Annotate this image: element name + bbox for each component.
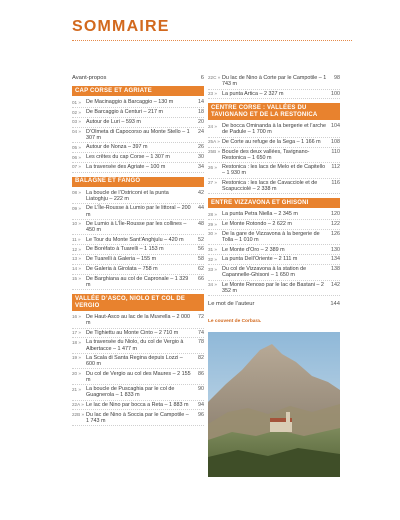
route-number: 29 » [208,221,217,227]
page-number: 138 [331,266,340,273]
toc-entry[interactable] [72,163,204,173]
entry-label: Le Monte Renoso par le lac de Bastani – 2 352 m [222,281,324,294]
route-number: 07 » [72,164,81,170]
toc-entry[interactable] [72,385,204,401]
entry-label: La boucle de Puscaghia par le col de Guagnerola – 1 833 m [86,386,175,399]
toc-entry[interactable] [208,163,340,179]
page-number: 142 [331,281,340,288]
toc-entry[interactable] [208,245,340,255]
route-number: 22A » [72,402,84,408]
page-number: 24 [198,128,204,135]
entry-label: Boucle des deux vallées, Tavignano-Restonica – 1 650 m [222,148,310,161]
toc-entry[interactable] [72,118,204,128]
page-number: 112 [331,164,340,171]
route-number: 26 » [208,164,217,170]
page-number: 122 [331,221,340,228]
entry-label: De Lumio à L’Île-Rousse par les collines – 450 m [86,220,187,234]
route-number: 02 » [72,109,81,115]
page-number: 18 [198,109,204,116]
title-divider [72,40,352,41]
toc-entry-le-mot-de-l-auteur[interactable] [208,300,340,308]
route-number: 15 » [72,276,81,282]
entry-label: La boucle de l’Ostriconi et la punta Liatoghju – 222 m [86,189,169,202]
route-number: 22B » [72,411,85,417]
page-number: 130 [331,246,340,253]
entry-label: La punta Artica – 2 327 m [222,90,284,97]
toc-entry[interactable] [208,265,340,281]
page-number: 78 [198,339,204,346]
toc-entry[interactable] [208,148,340,164]
entry-label: La punta Dell’Oriente – 2 111 m [222,256,298,263]
entry-label: La traversée des Agriate – 100 m [86,163,166,170]
route-number: 08 » [72,190,81,196]
entry-label: De Galeria à Girolata – 758 m [86,265,158,272]
toc-entry[interactable] [208,281,340,297]
toc-entry[interactable] [72,338,204,354]
page-number: 94 [198,401,204,408]
toc-entry[interactable] [72,410,204,426]
toc-left-column [72,74,204,426]
entry-label: De la gare de Vizzavona à la bergerie de Tolla – 1 010 m [222,230,320,244]
toc-entry[interactable] [72,204,204,220]
page-number: 6 [200,75,204,82]
route-number: 33 » [208,266,217,272]
toc-entry[interactable] [72,245,204,255]
route-number: 27 » [208,180,217,186]
route-number: 24 » [208,123,217,129]
page-number: 86 [198,370,204,377]
route-number: 28 » [208,211,217,217]
page-number: 96 [198,411,204,418]
entry-label: La traversée du Niolo, du col de Vergio à Albertacce – 1 477 m [86,339,184,352]
toc-entry[interactable] [208,220,340,230]
entry-label: De Haut-Asco au lac de la Muvrella – 2 000 m [86,314,190,327]
entry-label: De Tighiettu au Monte Cinto – 2 710 m [86,329,179,336]
page-number: 74 [198,329,204,336]
entry-label: D’Olmeta di Capocorso au Monte Stello – 1 307 m [86,128,190,142]
page-number: 72 [198,314,204,321]
section-header: CAP CORSE ET AGRIATE [72,86,204,96]
page-number: 58 [198,256,204,263]
entry-label: Autour de Nonza – 397 m [86,144,148,151]
entry-label: De Barghiana au col de Capronale – 1 329 m [86,275,189,288]
page-number: 14 [198,99,204,106]
page-number: 42 [198,189,204,196]
toc-entry[interactable] [208,255,340,265]
page-number: 90 [198,386,204,393]
section-header: ENTRE VIZZAVONA ET GHISONI [208,198,340,208]
entry-label: De Barcaggio à Centuri – 217 m [86,109,164,116]
route-number: 22C » [208,75,221,81]
page-number: 100 [331,90,340,97]
entry-label: La punta Petra Niella – 2 345 m [222,211,298,218]
toc-entry[interactable] [208,122,340,138]
toc-entry[interactable] [208,90,340,100]
section-header: BALAGNE ET FANGO [72,177,204,187]
page-number: 104 [331,123,340,130]
page-title: SOMMAIRE [72,18,170,35]
route-number: 04 » [72,129,81,135]
entry-label: Du col de Vizzavona à la station de Capannelle-Ghisoni – 1 650 m [222,266,307,279]
toc-entry[interactable] [72,255,204,265]
page-number: 66 [198,275,204,282]
entry-label: Le Monte d’Oro – 2 389 m [222,246,285,253]
toc-entry[interactable] [72,128,204,144]
toc-entry[interactable] [72,354,204,370]
toc-entry[interactable] [208,179,340,195]
toc-entry[interactable] [208,74,340,90]
page-number: 110 [331,148,340,155]
page-number: 98 [334,75,340,82]
entry-label: Le Tour du Monte Sant’Anghjulu – 420 m [86,236,184,243]
route-number: 06 » [72,154,81,160]
page-number: 62 [198,265,204,272]
toc-entry[interactable] [72,98,204,108]
route-number: 20 » [72,370,81,376]
entry-label: De bocca Ominanda à la bergerie et l’arche de Padule – 1 700 m [222,123,326,136]
page-number: 48 [198,220,204,227]
route-number: 14 » [72,266,81,272]
page-number: 134 [331,256,340,263]
entry-label: Le mot de l’auteur [208,301,255,308]
route-number: 03 » [72,119,81,125]
page-number: 108 [331,138,340,145]
section-header: CENTRE CORSE : VALLÉES DU TAVIGNANO ET DE LA RESTONICA [208,103,340,120]
toc-entry[interactable] [208,138,340,148]
toc-right-list [208,74,340,309]
entry-label: De Corte au refuge de la Sega – 1 166 m [222,138,321,145]
route-number: 30 » [208,231,217,237]
entry-label: Du lac de Nino à Soccia par le Campotile – 1 743 m [86,411,189,424]
toc-entry[interactable] [72,220,204,236]
toc-entry[interactable] [72,235,204,245]
route-number: 09 » [72,205,81,211]
page-number: 144 [330,301,340,308]
route-number: 31 » [208,246,217,252]
route-number: 25A » [208,139,220,145]
entry-label: Du col de Vergio au col des Maures – 2 155 m [86,370,191,383]
entry-label: De L’Île-Rousse à Lumio par le littoral – 200 m [86,205,191,218]
toc-entry[interactable] [72,265,204,275]
page-number: 120 [331,211,340,218]
route-number: 01 » [72,99,81,105]
toc-entry[interactable] [72,189,204,205]
route-number: 32 » [208,256,217,262]
route-number: 05 » [72,144,81,150]
entry-label: Autour de Luri – 593 m [86,119,141,126]
page-number: 82 [198,354,204,361]
route-number: 16 » [72,314,81,320]
entry-label: Les crêtes du cap Corse – 1 307 m [86,154,170,161]
toc-entry[interactable] [72,275,204,291]
entry-label: De Tuarelli à Galeria – 155 m [86,256,157,263]
entry-label: Restonica : les lacs de Cavacciole et de Scapucciolé – 2 338 m [222,179,318,193]
photo-caption: Le couvent de Corbara. [208,318,262,324]
page-number: 20 [198,119,204,126]
toc-entry[interactable] [208,210,340,220]
route-number: 12 » [72,246,81,252]
section-header: VALLÉE D’ASCO, NIOLO ET COL DE VERGIO [72,294,204,311]
page-number: 26 [198,144,204,151]
mountain-landscape-image [208,332,340,477]
entry-label: La Scala di Santa Regina depuis Lozzi – 600 m [86,354,183,368]
toc-entry[interactable] [72,153,204,163]
entry-label: Du lac de Nino à Corte par le Campotile – 1 743 m [222,75,327,88]
entry-label: Restonica : les lacs de Melo et de Capitello – 1 930 m [222,164,326,177]
entry-label: Le Monte Rotondo – 2 622 m [222,221,292,228]
entry-label: Avant-propos [72,75,107,82]
toc-entry[interactable] [208,230,340,246]
page-number: 116 [331,179,340,186]
route-number: 18 » [72,339,81,345]
entry-label: De Macinaggio à Barcaggio – 130 m [86,99,174,106]
route-number: 11 » [72,236,81,242]
entry-label: Le lac de Nino par bocca a Reta – 1 883 m [86,401,189,408]
route-number: 34 » [208,282,217,288]
page-number: 52 [198,236,204,243]
toc-entry[interactable] [72,401,204,411]
toc-entry[interactable] [72,329,204,339]
route-number: 25B » [208,149,221,155]
route-number: 19 » [72,355,81,361]
toc-entry[interactable] [72,143,204,153]
toc-entry-avant-propos[interactable] [72,74,204,82]
route-number: 21 » [72,386,81,392]
page-number: 126 [331,230,340,237]
page-number: 56 [198,246,204,253]
toc-entry[interactable] [72,108,204,118]
route-number: 23 » [208,91,217,97]
page-number: 30 [198,154,204,161]
route-number: 10 » [72,221,81,227]
route-number: 13 » [72,256,81,262]
page-number: 34 [198,163,204,170]
toc-entry[interactable] [72,313,204,329]
route-number: 17 » [72,330,81,335]
toc-entry[interactable] [72,369,204,385]
convent-photo [208,332,340,477]
page-number: 44 [198,205,204,212]
entry-label: De Boréfato à Tuarelli – 1 153 m [86,246,164,253]
toc-right-column [208,74,340,477]
